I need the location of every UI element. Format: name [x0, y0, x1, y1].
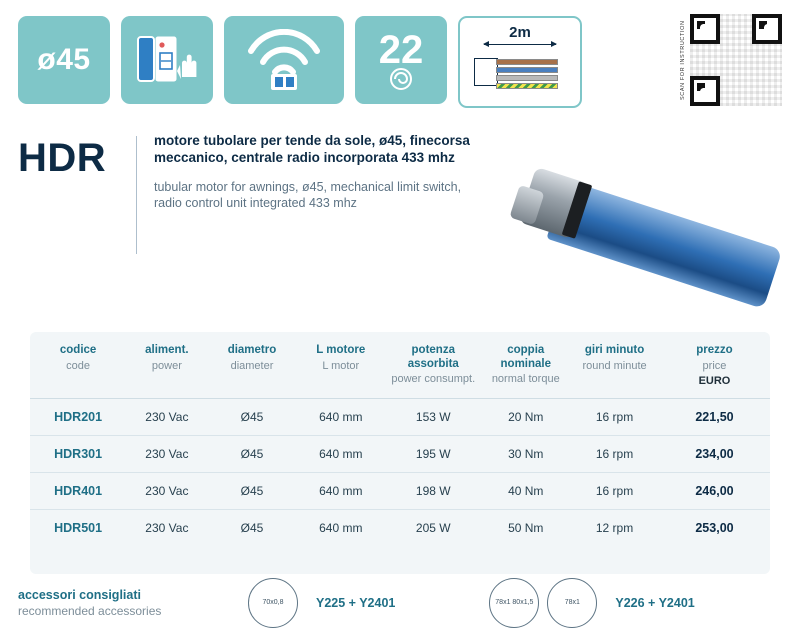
col-header-code-en: code: [66, 359, 91, 372]
qr-finder-top-left: [690, 14, 720, 44]
accessories-row: [18, 578, 782, 628]
motor-symbol-icon: [355, 67, 447, 93]
cell-power: 230 Vac: [126, 435, 207, 472]
cell-diameter: Ø45: [208, 435, 297, 472]
cable-length-label: 2m: [509, 24, 531, 41]
cell-length: 640 mm: [296, 435, 385, 472]
qr-finder-top-right: [752, 14, 782, 44]
col-header-rpm: [570, 332, 659, 398]
cell-length: 640 mm: [296, 509, 385, 546]
cell-diameter: Ø45: [208, 472, 297, 509]
cell-code: HDR301: [30, 435, 126, 472]
cell-code: HDR401: [30, 472, 126, 509]
cell-length: 640 mm: [296, 398, 385, 435]
cell-code: HDR201: [30, 398, 126, 435]
brand-name: HDR: [18, 136, 107, 180]
limit-switch-glyph: [136, 31, 198, 89]
cable-diagram: [460, 18, 580, 106]
col-header-code-it: codice: [59, 344, 97, 356]
table-body: [30, 398, 770, 546]
adapter-ring-icon: 78x1: [547, 578, 597, 628]
motor-count-label: 22: [378, 28, 424, 72]
cell-price: 234,00: [659, 435, 770, 472]
col-header-torque-it: coppia nominale: [500, 344, 551, 370]
description-english: tubular motor for awnings, ø45, mechanical limit switch, radio control unit integrated 433 mhz: [154, 179, 462, 211]
col-header-diameter: [208, 332, 297, 398]
cell-code: HDR501: [30, 509, 126, 546]
cell-price: 246,00: [659, 472, 770, 509]
accessory-codes-2: Y226 + Y2401: [615, 596, 695, 610]
table-row[interactable]: [30, 509, 770, 546]
cell-consumption: 153 W: [385, 398, 481, 435]
accessories-title-it: accessori consigliati: [18, 588, 141, 602]
col-header-rpm-it: giri minuto: [584, 344, 645, 356]
qr-side-label: SCAN FOR INSTRUCTION: [680, 20, 686, 100]
col-header-diameter-en: diameter: [230, 359, 274, 372]
accessory-codes-1: Y225 + Y2401: [316, 596, 396, 610]
product-description: [154, 132, 484, 212]
cell-consumption: 195 W: [385, 435, 481, 472]
motor-count-icon: [355, 16, 447, 104]
col-header-power-en: power: [151, 359, 182, 372]
col-header-price-currency: EURO: [698, 374, 731, 387]
cable-arrow: [484, 44, 556, 45]
col-header-price: [659, 332, 770, 398]
cell-power: 230 Vac: [126, 472, 207, 509]
cell-torque: 40 Nm: [481, 472, 570, 509]
diameter-badge-label: ø45: [37, 43, 91, 76]
title-divider: [136, 136, 137, 254]
cable-strand-yellow-green: [496, 83, 558, 89]
specifications-table: [30, 332, 770, 574]
spec-table: [30, 332, 770, 546]
table-header-row: [30, 332, 770, 398]
cable-strand-grey: [496, 75, 558, 81]
col-header-price-en: price: [702, 359, 727, 372]
cell-power: 230 Vac: [126, 398, 207, 435]
col-header-diameter-it: diametro: [227, 344, 277, 356]
table-row[interactable]: [30, 435, 770, 472]
col-header-length-en: L motor: [322, 359, 360, 372]
cell-consumption: 205 W: [385, 509, 481, 546]
diameter-badge-icon: [18, 16, 110, 104]
col-header-consumption: [385, 332, 481, 398]
table-row[interactable]: [30, 472, 770, 509]
motor-product-image: [508, 160, 788, 290]
cable-strands: [496, 59, 558, 91]
col-header-torque: [481, 332, 570, 398]
cell-torque: 30 Nm: [481, 435, 570, 472]
qr-block: [680, 14, 782, 106]
cell-price: 253,00: [659, 509, 770, 546]
cable-strand-blue: [496, 67, 558, 73]
cell-diameter: Ø45: [208, 509, 297, 546]
adapter-ring-icon: 70x0,8: [248, 578, 298, 628]
table-row[interactable]: [30, 398, 770, 435]
radio-receiver-icon: [224, 16, 344, 104]
cell-diameter: Ø45: [208, 398, 297, 435]
description-italian: motore tubolare per tende da sole, ø45, finecorsa meccanico, centrale radio incorporata 433 mhz: [154, 133, 470, 166]
col-header-rpm-en: round minute: [582, 359, 647, 372]
qr-finder-bottom-left: [690, 76, 720, 106]
accessory-group-2: [489, 578, 694, 628]
cell-rpm: 16 rpm: [570, 398, 659, 435]
cable-strand-brown: [496, 59, 558, 65]
accessory-group-1: [248, 578, 395, 628]
col-header-power: [126, 332, 207, 398]
cell-power: 230 Vac: [126, 509, 207, 546]
table-header: [30, 332, 770, 398]
cell-rpm: 12 rpm: [570, 509, 659, 546]
cell-price: 221,50: [659, 398, 770, 435]
adapter-ring-icon: 78x1 80x1,5: [489, 578, 539, 628]
feature-icon-row: [18, 16, 582, 108]
col-header-price-it: prezzo: [696, 344, 733, 356]
cell-length: 640 mm: [296, 472, 385, 509]
cell-rpm: 16 rpm: [570, 435, 659, 472]
col-header-torque-en: normal torque: [491, 373, 560, 386]
col-header-power-it: aliment.: [145, 344, 189, 356]
cell-rpm: 16 rpm: [570, 472, 659, 509]
col-header-consumption-it: potenza assorbita: [407, 344, 459, 370]
accessories-title-en: recommended accessories: [18, 604, 162, 618]
col-header-consumption-en: power consumpt.: [391, 373, 476, 386]
limit-switch-icon: [121, 16, 213, 104]
col-header-code: [30, 332, 126, 398]
cell-consumption: 198 W: [385, 472, 481, 509]
cell-torque: 20 Nm: [481, 398, 570, 435]
cell-torque: 50 Nm: [481, 509, 570, 546]
cable-length-icon: [458, 16, 582, 108]
col-header-length-it: L motore: [316, 344, 366, 356]
accessories-titles: [18, 588, 248, 618]
cable-body: [474, 58, 498, 86]
col-header-length: [296, 332, 385, 398]
radio-waves-glyph: [241, 29, 327, 91]
qr-code-icon[interactable]: [690, 14, 782, 106]
